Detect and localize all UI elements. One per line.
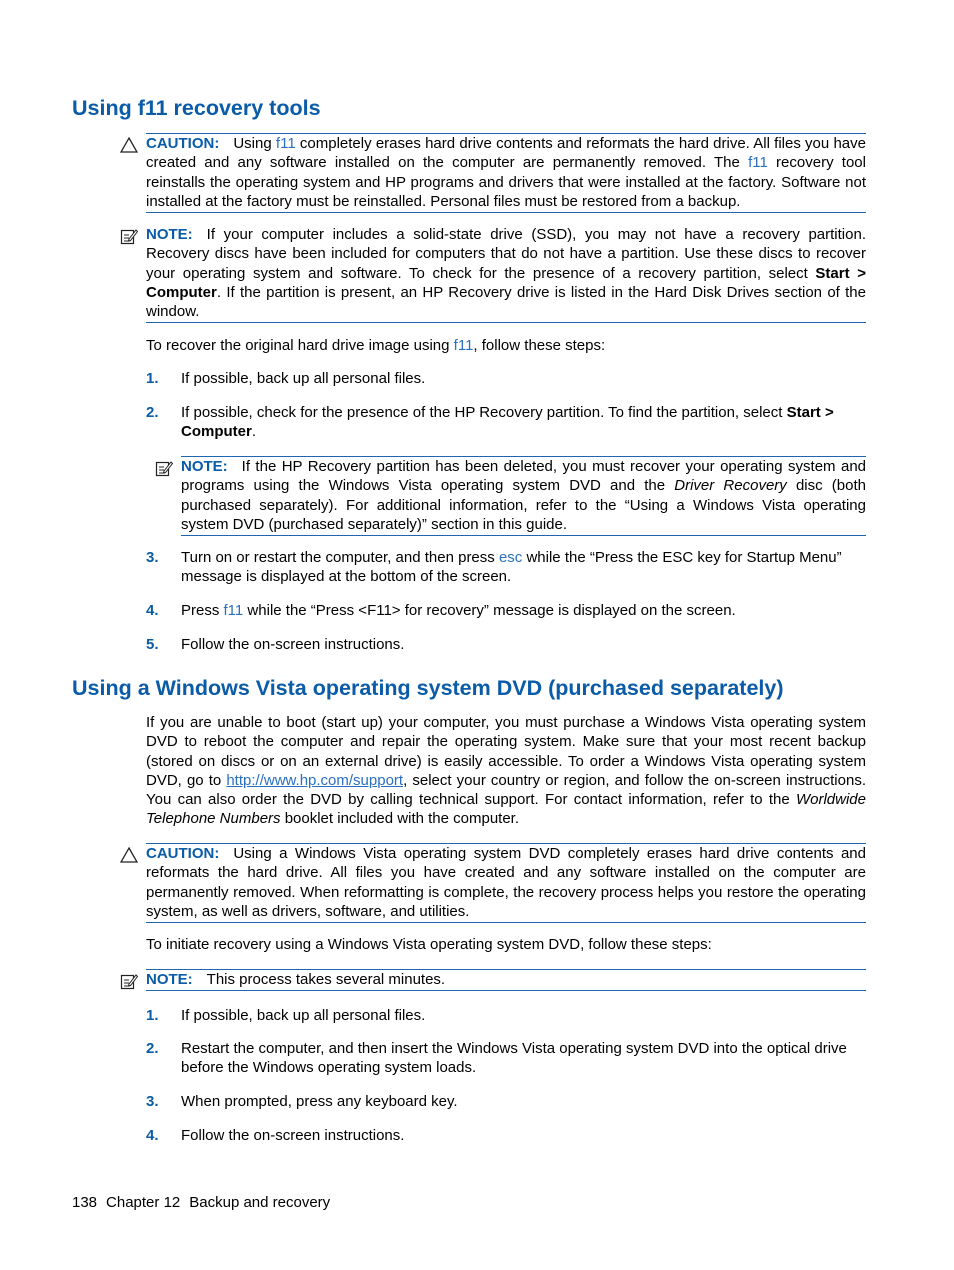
note-pencil-icon: [120, 227, 138, 245]
step-number: 5.: [146, 636, 159, 653]
page-footer: [72, 1193, 339, 1212]
note-label: NOTE:: [146, 971, 193, 988]
step-number: 2.: [146, 1040, 159, 1057]
list-item: [146, 1039, 866, 1078]
menu-path: Start > Computer: [181, 404, 834, 441]
step-text: If possible, check for the presence of the HP Recovery partition. To find the partition, select Start > Computer.: [181, 404, 834, 441]
caution-triangle-icon: [120, 846, 138, 864]
list-item: [146, 403, 866, 442]
step-number: 3.: [146, 549, 159, 566]
caution-box: [146, 843, 866, 923]
list-item: [146, 548, 866, 587]
step-text: Press f11 while the “Press <F11> for recovery” message is displayed on the screen.: [181, 602, 736, 619]
note-text: This process takes several minutes.: [206, 971, 446, 988]
note-pencil-icon: [120, 972, 138, 990]
step-number: 4.: [146, 1127, 159, 1144]
note-text: If your computer includes a solid-state drive (SSD), you may not have a recovery partition. Recovery discs have been included for computers that do not have a partition. Use these discs to recover your operating system and software. To check for the presence of a recovery partition, select: [146, 226, 866, 282]
disc-name: Driver Recovery: [674, 477, 787, 495]
caution-text: recovery tool reinstalls the operating system and HP programs and drivers that were installed at the factory. Software not installed at the factory must be reinstalled. Personal files must be restored from a backup.: [146, 154, 866, 210]
caution-label: CAUTION:: [146, 845, 220, 862]
step-text: Turn on or restart the computer, and then press esc while the “Press the ESC key for Startup Menu” message is displayed at the bottom of the screen.: [181, 549, 842, 586]
step-text: Follow the on-screen instructions.: [181, 1127, 405, 1144]
note-pencil-icon: [155, 459, 173, 477]
step-text: Restart the computer, and then insert the Windows Vista operating system DVD into the optical drive before the Windows operating system loads.: [181, 1040, 847, 1077]
step-text: If possible, back up all personal files.: [181, 1007, 426, 1024]
key-f11: f11: [748, 154, 768, 172]
caution-text: Using: [233, 135, 276, 152]
step-number: 4.: [146, 602, 159, 619]
section-title-vista-dvd: Using a Windows Vista operating system DVD (purchased separately): [72, 676, 784, 700]
note-box: [146, 225, 866, 323]
step-text: When prompted, press any keyboard key.: [181, 1093, 458, 1110]
support-link[interactable]: http://www.hp.com/support: [226, 771, 404, 789]
intro-paragraph: To recover the original hard drive image using f11, follow these steps:: [146, 337, 606, 354]
step-number: 2.: [146, 404, 159, 421]
key-f11: f11: [453, 337, 474, 354]
note-text: If the HP Recovery partition has been deleted, you must recover your operating system and programs using the Windows Vista operating system DVD and the: [181, 458, 866, 495]
caution-text: completely erases hard drive contents and reformats the hard drive. All files you have created and any software installed on the computer are permanently removed. The: [146, 135, 866, 172]
key-esc: esc: [498, 549, 523, 566]
step-text: Follow the on-screen instructions.: [181, 636, 405, 653]
list-item: [146, 1092, 866, 1111]
note-box: [146, 969, 866, 991]
note-text: disc (both purchased separately). For additional information, refer to the “Using a Windows Vista operating system DVD (purchased separately)” section in this guide.: [181, 477, 866, 533]
chapter-title: Backup and recovery: [189, 1194, 331, 1211]
intro-paragraph: To initiate recovery using a Windows Vista operating system DVD, follow these steps:: [146, 936, 712, 953]
step-number: 1.: [146, 370, 159, 387]
key-f11: f11: [223, 602, 244, 619]
section-title-f11-recovery: Using f11 recovery tools: [72, 96, 321, 120]
booklet-name: Worldwide Telephone Numbers: [146, 791, 866, 828]
note-label: NOTE:: [181, 458, 228, 475]
step-number: 3.: [146, 1093, 159, 1110]
note-label: NOTE:: [146, 226, 193, 243]
vista-dvd-paragraph: If you are unable to boot (start up) your computer, you must purchase a Windows Vista operating system DVD to reboot the computer and repair the operating system. Make sure that your most recent backup (stored on discs or on an external drive) is easily accessible. To order a Windows Vista operating system DVD, go to http://www.hp.com/support, select your country or region, and follow the on-screen instructions. You can also order the DVD by calling technical support. For contact information, refer to the Worldwide Telephone Numbers booklet included with the computer.: [146, 714, 866, 828]
caution-text: Using a Windows Vista operating system DVD completely erases hard drive contents and reformats the hard drive. All files you have created and any software installed on the computer are permanently removed. When reformatting is complete, the recovery process helps you restore the operating system, as well as drivers, software, and utilities.: [146, 845, 866, 920]
list-item: [146, 1006, 866, 1025]
caution-box: [146, 133, 866, 213]
menu-path: Start > Computer: [146, 264, 866, 301]
key-f11: f11: [275, 135, 296, 152]
caution-label: CAUTION:: [146, 135, 220, 152]
page-number: 138: [72, 1194, 98, 1211]
caution-triangle-icon: [120, 136, 138, 154]
step-text: If possible, back up all personal files.: [181, 370, 426, 387]
list-item: [146, 1126, 866, 1145]
chapter-label: Chapter 12: [106, 1194, 181, 1211]
step-number: 1.: [146, 1007, 159, 1024]
list-item: [146, 369, 866, 388]
note-box: [181, 456, 866, 536]
list-item: [146, 635, 866, 654]
list-item: [146, 601, 866, 620]
note-text: . If the partition is present, an HP Recovery drive is listed in the Hard Disk Drives section of the window.: [146, 283, 866, 321]
